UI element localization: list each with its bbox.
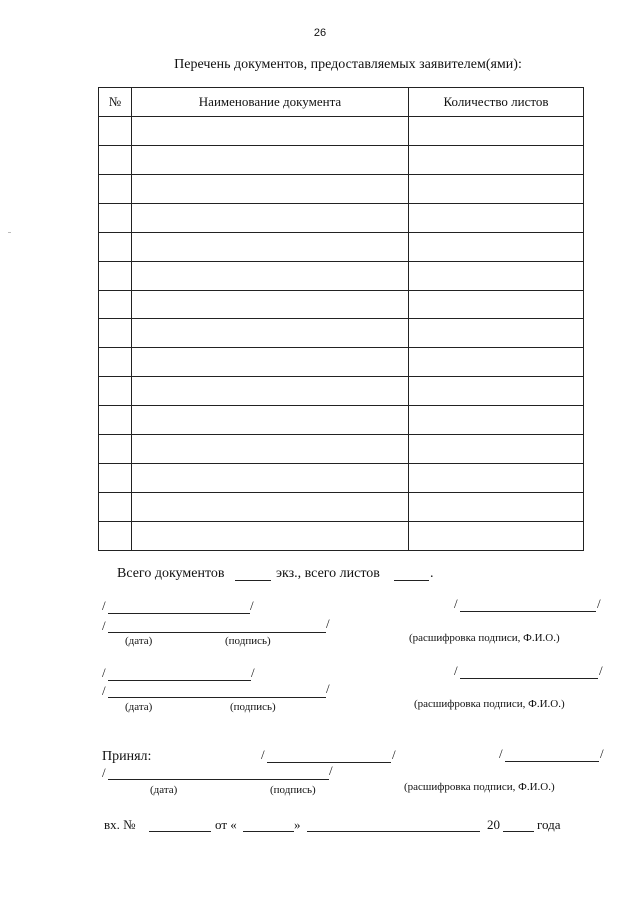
document-name-cell[interactable]	[132, 203, 409, 232]
sheet-count-cell[interactable]	[409, 464, 584, 493]
row-number-cell[interactable]	[99, 319, 132, 348]
registration-close-quote: »	[294, 817, 301, 832]
table-row	[99, 377, 584, 406]
slash: /	[250, 598, 254, 613]
sheet-count-cell[interactable]	[409, 435, 584, 464]
row-number-cell[interactable]	[99, 117, 132, 146]
registration-month-blank[interactable]	[307, 831, 480, 832]
total-documents-blank[interactable]	[235, 580, 271, 581]
sheet-count-cell[interactable]	[409, 348, 584, 377]
slash: /	[261, 747, 265, 762]
registration-prefix: вх. №	[104, 817, 136, 832]
name-blank[interactable]	[505, 761, 599, 762]
documents-table	[98, 87, 584, 551]
sheet-count-cell[interactable]	[409, 232, 584, 261]
margin-mark	[8, 232, 11, 233]
row-number-cell[interactable]	[99, 521, 132, 550]
totals-end: .	[430, 566, 434, 581]
document-name-cell[interactable]	[132, 521, 409, 550]
slash: /	[454, 596, 458, 611]
table-row	[99, 319, 584, 348]
date-signature-blank[interactable]	[108, 697, 326, 698]
sheet-count-cell[interactable]	[409, 492, 584, 521]
signature-label: (подпись)	[225, 635, 271, 647]
table-row	[99, 174, 584, 203]
date-signature-blank[interactable]	[108, 779, 329, 780]
slash: /	[326, 616, 330, 631]
registration-year-blank[interactable]	[503, 831, 534, 832]
table-row	[99, 464, 584, 493]
document-name-cell[interactable]	[132, 435, 409, 464]
date-label: (дата)	[150, 784, 178, 796]
row-number-cell[interactable]	[99, 203, 132, 232]
slash: /	[326, 681, 330, 696]
name-blank[interactable]	[460, 678, 598, 679]
sheet-count-cell[interactable]	[409, 377, 584, 406]
date-signature-blank[interactable]	[108, 632, 326, 633]
slash: /	[102, 618, 106, 633]
registration-day-blank[interactable]	[243, 831, 294, 832]
row-number-cell[interactable]	[99, 377, 132, 406]
table-body	[99, 117, 584, 551]
document-name-cell[interactable]	[132, 377, 409, 406]
row-number-cell[interactable]	[99, 435, 132, 464]
table-row	[99, 232, 584, 261]
slash: /	[499, 746, 503, 761]
decoding-label: (расшифровка подписи, Ф.И.О.)	[409, 632, 560, 644]
table-header-row	[99, 88, 584, 117]
sheet-count-cell[interactable]	[409, 261, 584, 290]
slash: /	[251, 665, 255, 680]
date-label: (дата)	[125, 701, 153, 713]
totals-prefix: Всего документов	[117, 566, 225, 581]
accepted-label: Принял:	[102, 749, 152, 764]
row-number-cell[interactable]	[99, 464, 132, 493]
header-sheet-count: Количество листов	[409, 88, 584, 117]
total-sheets-blank[interactable]	[394, 580, 429, 581]
header-document-name: Наименование документа	[132, 88, 409, 117]
table-row	[99, 145, 584, 174]
row-number-cell[interactable]	[99, 492, 132, 521]
table-row	[99, 435, 584, 464]
document-name-cell[interactable]	[132, 464, 409, 493]
sheet-count-cell[interactable]	[409, 406, 584, 435]
document-name-cell[interactable]	[132, 348, 409, 377]
sheet-count-cell[interactable]	[409, 521, 584, 550]
document-name-cell[interactable]	[132, 117, 409, 146]
document-name-cell[interactable]	[132, 492, 409, 521]
document-name-cell[interactable]	[132, 290, 409, 319]
slash: /	[600, 746, 604, 761]
table-row	[99, 203, 584, 232]
slash: /	[102, 598, 106, 613]
slash: /	[597, 596, 601, 611]
sheet-count-cell[interactable]	[409, 117, 584, 146]
date-label: (дата)	[125, 635, 153, 647]
sheet-count-cell[interactable]	[409, 174, 584, 203]
decoding-label: (расшифровка подписи, Ф.И.О.)	[404, 781, 555, 793]
table-row	[99, 521, 584, 550]
document-name-cell[interactable]	[132, 174, 409, 203]
table-row	[99, 261, 584, 290]
slash: /	[599, 663, 603, 678]
registration-year-suffix: года	[537, 817, 561, 832]
table-row	[99, 348, 584, 377]
slash: /	[102, 765, 106, 780]
row-number-cell[interactable]	[99, 232, 132, 261]
document-name-cell[interactable]	[132, 261, 409, 290]
slash: /	[102, 665, 106, 680]
registration-year-prefix: 20	[487, 817, 500, 832]
registration-number-blank[interactable]	[149, 831, 211, 832]
page-number: 26	[313, 27, 327, 39]
row-number-cell[interactable]	[99, 406, 132, 435]
header-number: №	[99, 88, 132, 117]
row-number-cell[interactable]	[99, 145, 132, 174]
document-name-cell[interactable]	[132, 406, 409, 435]
name-blank[interactable]	[460, 611, 596, 612]
signature-label: (подпись)	[270, 784, 316, 796]
sheet-count-cell[interactable]	[409, 319, 584, 348]
document-name-cell[interactable]	[132, 232, 409, 261]
sheet-count-cell[interactable]	[409, 290, 584, 319]
sheet-count-cell[interactable]	[409, 145, 584, 174]
document-name-cell[interactable]	[132, 319, 409, 348]
registration-from: от «	[215, 817, 237, 832]
slash: /	[392, 747, 396, 762]
table-row	[99, 406, 584, 435]
slash: /	[329, 763, 333, 778]
row-number-cell[interactable]	[99, 174, 132, 203]
signature-label: (подпись)	[230, 701, 276, 713]
signature-blank[interactable]	[108, 680, 251, 681]
table-row	[99, 492, 584, 521]
totals-mid: экз., всего листов	[276, 566, 380, 581]
slash: /	[102, 683, 106, 698]
row-number-cell[interactable]	[99, 261, 132, 290]
sheet-count-cell[interactable]	[409, 203, 584, 232]
document-list-title: Перечень документов, предоставляемых заявителем(ями):	[174, 57, 522, 72]
signature-blank[interactable]	[108, 613, 250, 614]
table-row	[99, 290, 584, 319]
row-number-cell[interactable]	[99, 348, 132, 377]
table-row	[99, 117, 584, 146]
slash: /	[454, 663, 458, 678]
document-name-cell[interactable]	[132, 145, 409, 174]
row-number-cell[interactable]	[99, 290, 132, 319]
decoding-label: (расшифровка подписи, Ф.И.О.)	[414, 698, 565, 710]
